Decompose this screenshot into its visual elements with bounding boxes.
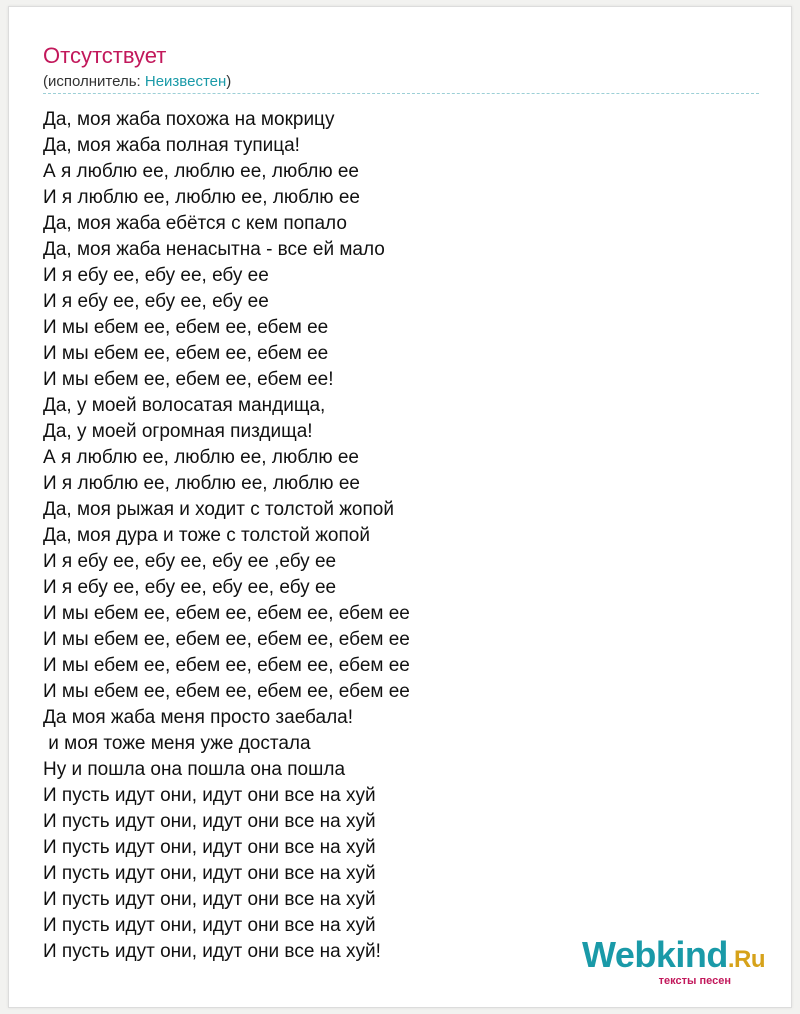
lyric-line: Да, у моей огромная пиздища! <box>43 421 313 442</box>
lyric-line: И я ебу ее, ебу ее, ебу ее, ебу ее <box>43 577 337 598</box>
lyric-line: И пусть идут они, идут они все на хуй <box>43 889 376 910</box>
lyric-line: И я ебу ее, ебу ее, ебу ее <box>43 291 269 312</box>
lyric-line: И пусть идут они, идут они все на хуй <box>43 915 376 936</box>
logo-tld: .Ru <box>727 946 765 973</box>
logo-wordmark <box>581 934 765 978</box>
lyric-line: И пусть идут они, идут они все на хуй! <box>43 941 381 962</box>
lyric-line: и моя тоже меня уже достала <box>43 733 311 754</box>
lyric-line: Да, моя дура и тоже с толстой жопой <box>43 525 370 546</box>
logo-name: Webkind <box>581 934 728 975</box>
lyric-line: И мы ебем ее, ебем ее, ебем ее, ебем ее <box>43 655 410 676</box>
lyric-line: И я люблю ее, люблю ее, люблю ее <box>43 187 360 208</box>
lyric-line: Да, моя жаба полная тупица! <box>43 135 300 156</box>
site-logo[interactable] <box>581 934 765 987</box>
lyric-line: И пусть идут они, идут они все на хуй <box>43 863 376 884</box>
lyric-line: Да, моя жаба ебётся с кем попало <box>43 213 347 234</box>
lyric-line: Да, моя жаба похожа на мокрицу <box>43 109 335 130</box>
lyric-line: И мы ебем ее, ебем ее, ебем ее <box>43 317 329 338</box>
artist-suffix: ) <box>226 73 232 90</box>
artist-line <box>43 73 231 91</box>
lyric-line: И я люблю ее, люблю ее, люблю ее <box>43 473 360 494</box>
lyric-line: Да моя жаба меня просто заебала! <box>43 707 354 728</box>
logo-tagline: тексты песен <box>658 975 731 987</box>
artist-prefix: (исполнитель: <box>43 73 145 90</box>
lyric-line: Да, у моей волосатая мандища, <box>43 395 326 416</box>
lyric-line: И я ебу ее, ебу ее, ебу ее <box>43 265 269 286</box>
lyric-line: И я ебу ее, ебу ее, ебу ее ,ебу ее <box>43 551 337 572</box>
lyric-line: Да, моя рыжая и ходит с толстой жопой <box>43 499 394 520</box>
lyric-line: И мы ебем ее, ебем ее, ебем ее, ебем ее <box>43 629 410 650</box>
artist-link[interactable]: Неизвестен <box>144 73 227 90</box>
lyric-line: А я люблю ее, люблю ее, люблю ее <box>43 447 359 468</box>
lyric-line: И пусть идут они, идут они все на хуй <box>43 811 376 832</box>
lyric-line: И пусть идут они, идут они все на хуй <box>43 785 376 806</box>
lyric-line: И пусть идут они, идут они все на хуй <box>43 837 376 858</box>
lyric-line: И мы ебем ее, ебем ее, ебем ее <box>43 343 329 364</box>
lyric-line: И мы ебем ее, ебем ее, ебем ее, ебем ее <box>43 603 410 624</box>
lyric-line: А я люблю ее, люблю ее, люблю ее <box>43 161 359 182</box>
song-title: Отсутствует <box>43 43 167 68</box>
lyrics-card <box>8 6 792 1008</box>
dashed-divider <box>43 93 759 94</box>
lyrics-text <box>43 107 410 965</box>
lyric-line: Ну и пошла она пошла она пошла <box>43 759 346 780</box>
lyric-line: И мы ебем ее, ебем ее, ебем ее, ебем ее <box>43 681 410 702</box>
lyric-line: Да, моя жаба ненасытна - все ей мало <box>43 239 385 260</box>
lyric-line: И мы ебем ее, ебем ее, ебем ее! <box>43 369 334 390</box>
